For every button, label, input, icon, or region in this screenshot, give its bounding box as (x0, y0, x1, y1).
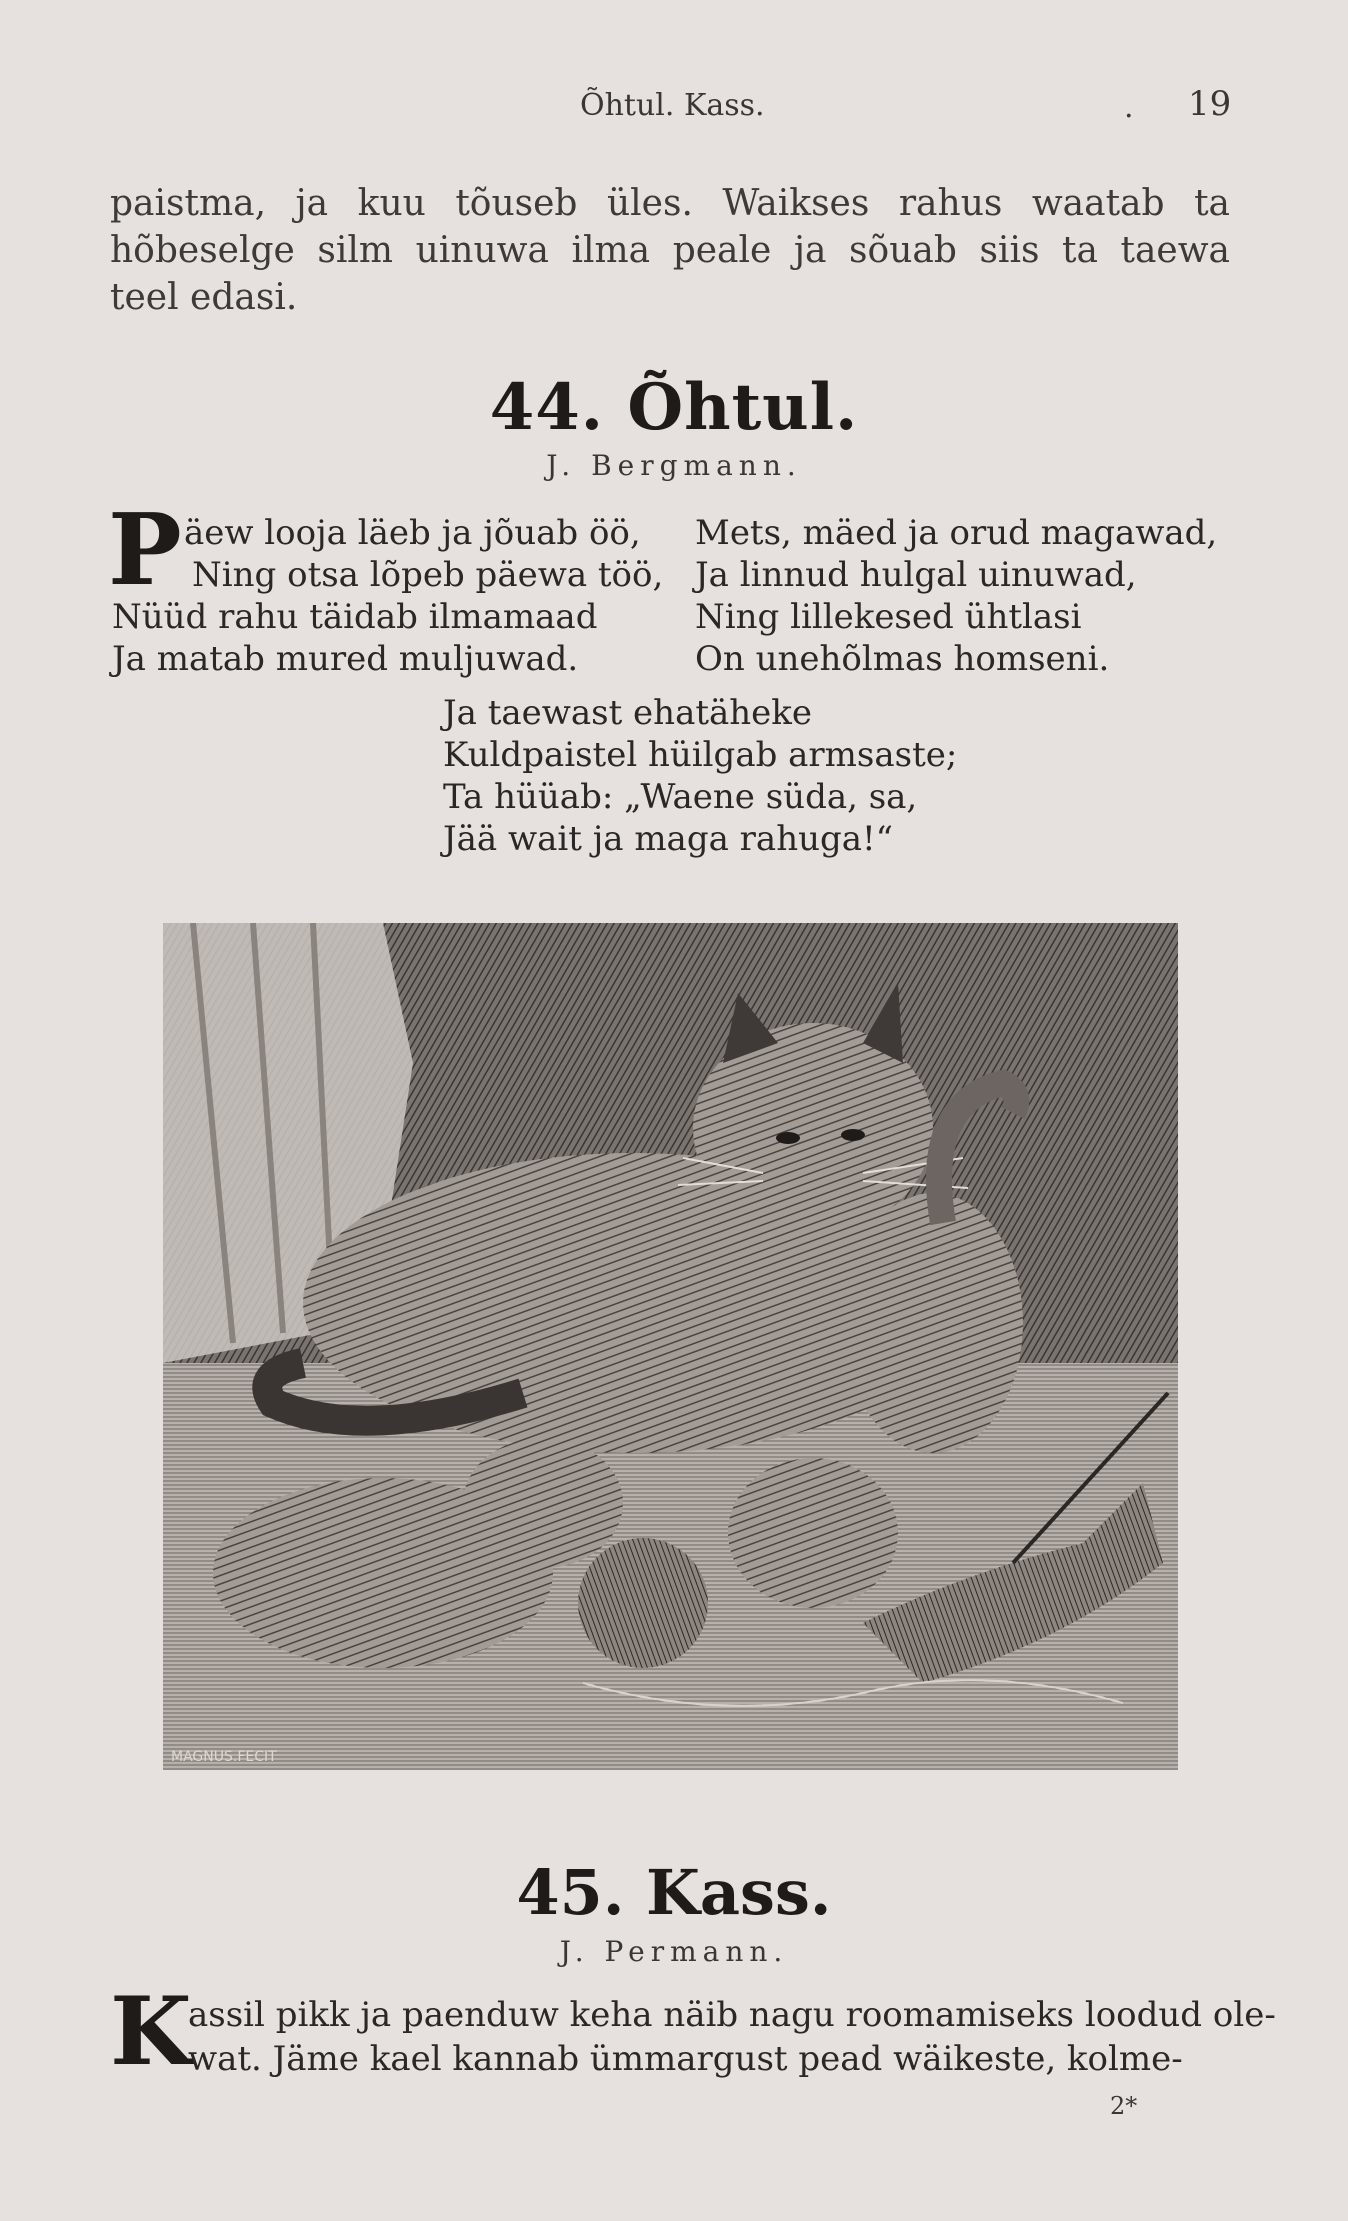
poem-line: Kuldpaistel hüilgab armsaste; (443, 735, 958, 775)
poem-line: Ning lillekesed ühtlasi (695, 597, 1082, 637)
intro-line: paistma, ja kuu tõuseb üles. Waikses rahus waatab ta (110, 183, 1230, 224)
page-header (0, 84, 1348, 128)
section-45-text (110, 1993, 1276, 2081)
poem-line: On unehõlmas homseni. (695, 639, 1110, 679)
poem-closing-stanza (443, 692, 957, 860)
cat-engraving-illustration (163, 923, 1178, 1770)
poem-left-column (112, 512, 663, 680)
running-head: Õhtul. Kass. (580, 88, 765, 123)
text-line: wat. Jäme kael kannab ümmargust pead wäikeste, kolme- (188, 2039, 1183, 2079)
poem-line: Ja matab mured muljuwad. (112, 639, 579, 679)
section-45-author: J. Permann. (559, 1935, 789, 1968)
cat-eye-right (841, 1129, 865, 1141)
poem-line: Ja taewast ehatäheke (443, 693, 813, 733)
kitten-middle (728, 1458, 898, 1608)
text-line: assil pikk ja paenduw keha näib nagu roomamiseks loodud ole- (188, 1995, 1276, 2035)
poem-line: Ja linnud hulgal uinuwad, (695, 555, 1137, 595)
poem-line: Ning otsa lõpeb päewa töö, (192, 555, 664, 595)
intro-paragraph (110, 180, 1230, 321)
section-45-dropcap: K (110, 1977, 192, 2087)
section-44-heading: 44. Õhtul. (489, 370, 859, 445)
poem-line: Mets, mäed ja orud magawad, (695, 513, 1218, 553)
cat-eye-left (776, 1132, 800, 1144)
engraver-signature: MAGNUS.FECIT (171, 1749, 277, 1765)
printer-signature-mark: 2* (1110, 2092, 1138, 2120)
header-dot: . (1124, 90, 1134, 125)
poem-line: Ta hüüab: „Waene süda, sa, (443, 777, 918, 817)
poem-dropcap: P (108, 493, 182, 608)
section-45-heading: 45. Kass. (516, 1856, 832, 1929)
poem-right-column (695, 512, 1217, 680)
poem-line: Nüüd rahu täidab ilmamaad (112, 597, 598, 637)
kitten-left-head (463, 1438, 623, 1568)
poem-line: äew looja läeb ja jõuab öö, (184, 513, 641, 553)
page-number: 19 (1188, 84, 1232, 124)
intro-line: teel edasi. (110, 277, 298, 318)
kitten-right-body (843, 1193, 1023, 1453)
section-44-author: J. Bergmann. (546, 449, 802, 482)
poem-line: Jää wait ja maga rahuga!“ (443, 819, 894, 859)
yarn-ball (578, 1538, 708, 1668)
intro-line: hõbeselge silm uinuwa ilma peale ja sõuab siis ta taewa (110, 230, 1230, 271)
